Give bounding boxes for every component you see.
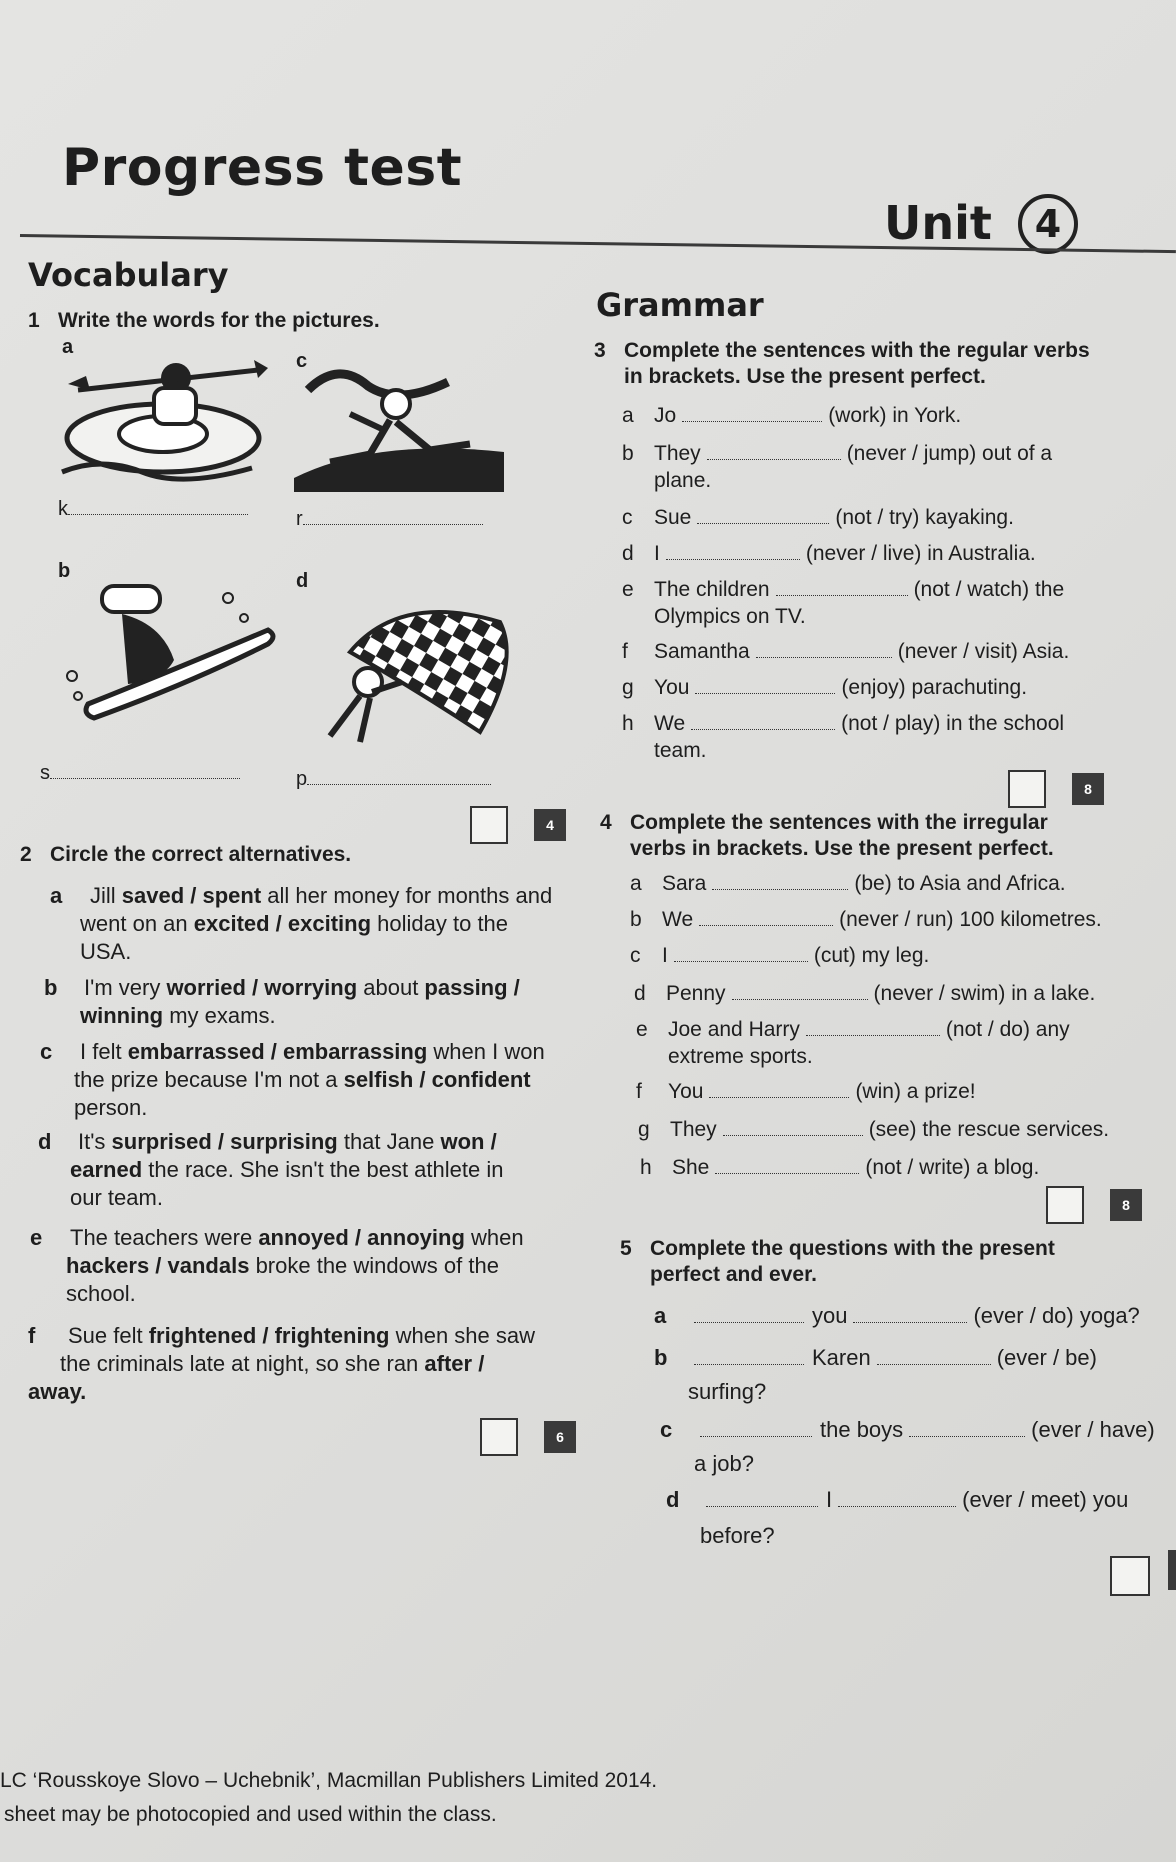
picture-b-letter: b (58, 560, 71, 582)
answer-blank[interactable] (68, 496, 248, 515)
exercise-4-instruction: 4 Complete the sentences with the irregular verbs in brackets. Use the present perfect. (600, 811, 1054, 860)
exercise-4-score (1046, 1186, 1142, 1224)
answer-blank[interactable] (694, 1346, 804, 1365)
exercise-3-item-d: d I (never / live) in Australia. (622, 542, 1036, 565)
answer-blank[interactable] (715, 1155, 859, 1174)
unit-number: 4 (1034, 202, 1062, 246)
answer-blank[interactable] (695, 675, 835, 694)
kayaking-icon (58, 350, 268, 490)
score-total: 6 (544, 1421, 576, 1453)
exercise-2-item-c: c I felt embarrassed / embarrassing when I won the prize because I'm not a selfish / confident person. (40, 1039, 545, 1120)
answer-blank[interactable] (756, 639, 892, 658)
answer-blank[interactable] (709, 1079, 849, 1098)
exercise-3-item-h: h We (not / play) in the school team. (622, 712, 1065, 762)
exercise-5-score-total-edge (1168, 1550, 1176, 1590)
footer-copyright: LC ‘Rousskoye Slovo – Uchebnik’, Macmillan Publishers Limited 2014. (0, 1769, 658, 1792)
exercise-3-item-f: f Samantha (never / visit) Asia. (622, 640, 1070, 663)
answer-blank[interactable] (674, 943, 808, 962)
score-total: 4 (534, 809, 566, 841)
exercise-2-item-a: a Jill saved / spent all her money for months and went on an excited / exciting holiday to the USA. (50, 883, 553, 964)
exercise-4-item-a: a Sara (be) to Asia and Africa. (630, 872, 1066, 895)
answer-blank[interactable] (838, 1488, 956, 1507)
picture-c-answer: r (296, 506, 483, 531)
answer-blank[interactable] (712, 871, 848, 890)
answer-blank[interactable] (303, 506, 483, 525)
exercise-5-item-c: c the boys (ever / have) a job? (660, 1417, 1155, 1476)
answer-blank[interactable] (877, 1346, 991, 1365)
exercise-2-item-e: e The teachers were annoyed / annoying when hackers / vandals broke the windows of the school. (30, 1225, 524, 1306)
answer-blank[interactable] (732, 981, 868, 1000)
answer-blank[interactable] (307, 766, 491, 785)
answer-blank[interactable] (682, 403, 822, 422)
answer-blank[interactable] (50, 760, 240, 779)
answer-blank[interactable] (691, 711, 835, 730)
picture-a-letter: a (62, 336, 74, 358)
score-box[interactable] (470, 806, 508, 844)
exercise-3-instruction: 3 Complete the sentences with the regular verbs in brackets. Use the present perfect. (594, 339, 1090, 388)
unit-label: Unit (884, 196, 992, 250)
answer-blank[interactable] (697, 505, 829, 524)
exercise-5-score-box[interactable] (1110, 1556, 1150, 1596)
score-total: 8 (1110, 1189, 1142, 1221)
snowboarding-icon (58, 574, 278, 724)
answer-blank[interactable] (909, 1418, 1025, 1437)
answer-blank[interactable] (699, 907, 833, 926)
picture-d-letter: d (296, 570, 309, 592)
exercise-4-item-e: e Joe and Harry (not / do) any extreme sports. (636, 1018, 1070, 1068)
answer-blank[interactable] (853, 1304, 967, 1323)
exercise-5-item-d: d I (ever / meet) you before? (666, 1487, 1129, 1548)
score-box[interactable] (480, 1418, 518, 1456)
exercise-5-item-a: a you (ever / do) yoga? (654, 1303, 1140, 1328)
exercise-2-item-d: d It's surprised / surprising that Jane won / earned the race. She isn't the best athlete in our team. (38, 1129, 504, 1210)
answer-blank[interactable] (723, 1117, 863, 1136)
page-title: Progress test (62, 138, 463, 198)
exercise-3-item-e: e The children (not / watch) the Olympics on TV. (622, 578, 1065, 628)
header-rule (20, 234, 1176, 253)
exercise-3-item-b: b They (never / jump) out of a plane. (622, 442, 1053, 492)
score-total: 8 (1072, 773, 1104, 805)
exercise-4-item-b: b We (never / run) 100 kilometres. (630, 908, 1102, 931)
exercise-5-instruction: 5 Complete the questions with the present perfect and ever. (620, 1237, 1055, 1286)
exercise-1-instruction: 1 Write the words for the pictures. (28, 309, 380, 332)
exercise-3-score (1008, 770, 1104, 808)
answer-blank[interactable] (694, 1304, 804, 1323)
picture-c-letter: c (296, 350, 308, 372)
answer-blank[interactable] (700, 1418, 812, 1437)
exercise-2-instruction: 2 Circle the correct alternatives. (20, 843, 352, 866)
score-box[interactable] (1046, 1186, 1084, 1224)
exercise-2-score (480, 1418, 576, 1456)
parachuting-icon (310, 602, 520, 752)
exercise-4-item-g: g They (see) the rescue services. (638, 1118, 1110, 1141)
picture-d-answer: p (296, 766, 491, 791)
exercise-3-item-g: g You (enjoy) parachuting. (622, 676, 1028, 699)
vocabulary-heading: Vocabulary (28, 256, 229, 294)
footer-note: sheet may be photocopied and used within the class. (4, 1803, 497, 1826)
exercise-4-item-h: h She (not / write) a blog. (640, 1156, 1040, 1179)
answer-blank[interactable] (806, 1017, 940, 1036)
exercise-4-item-f: f You (win) a prize! (636, 1080, 976, 1103)
exercise-1-score (470, 806, 566, 844)
picture-b-answer: s (40, 760, 240, 785)
exercise-3-item-c: c Sue (not / try) kayaking. (622, 506, 1014, 529)
answer-blank[interactable] (706, 1488, 818, 1507)
grammar-heading: Grammar (596, 286, 764, 324)
exercise-2-item-b: b I'm very worried / worrying about passing / winning my exams. (44, 975, 520, 1028)
picture-a-answer: k (58, 496, 248, 521)
unit-number-badge (1018, 194, 1078, 254)
exercise-4-item-d: d Penny (never / swim) in a lake. (634, 982, 1096, 1005)
answer-blank[interactable] (666, 541, 800, 560)
exercise-2-item-f: f Sue felt frightened / frightening when she saw the criminals late at night, so she ran after / away. (28, 1323, 536, 1404)
answer-blank[interactable] (707, 441, 841, 460)
score-box[interactable] (1008, 770, 1046, 808)
rollerblading-icon (288, 360, 506, 500)
answer-blank[interactable] (776, 577, 908, 596)
exercise-5-item-b: b Karen (ever / be) surfing? (654, 1345, 1097, 1404)
exercise-4-item-c: c I (cut) my leg. (630, 944, 930, 967)
exercise-3-item-a: a Jo (work) in York. (622, 404, 962, 427)
